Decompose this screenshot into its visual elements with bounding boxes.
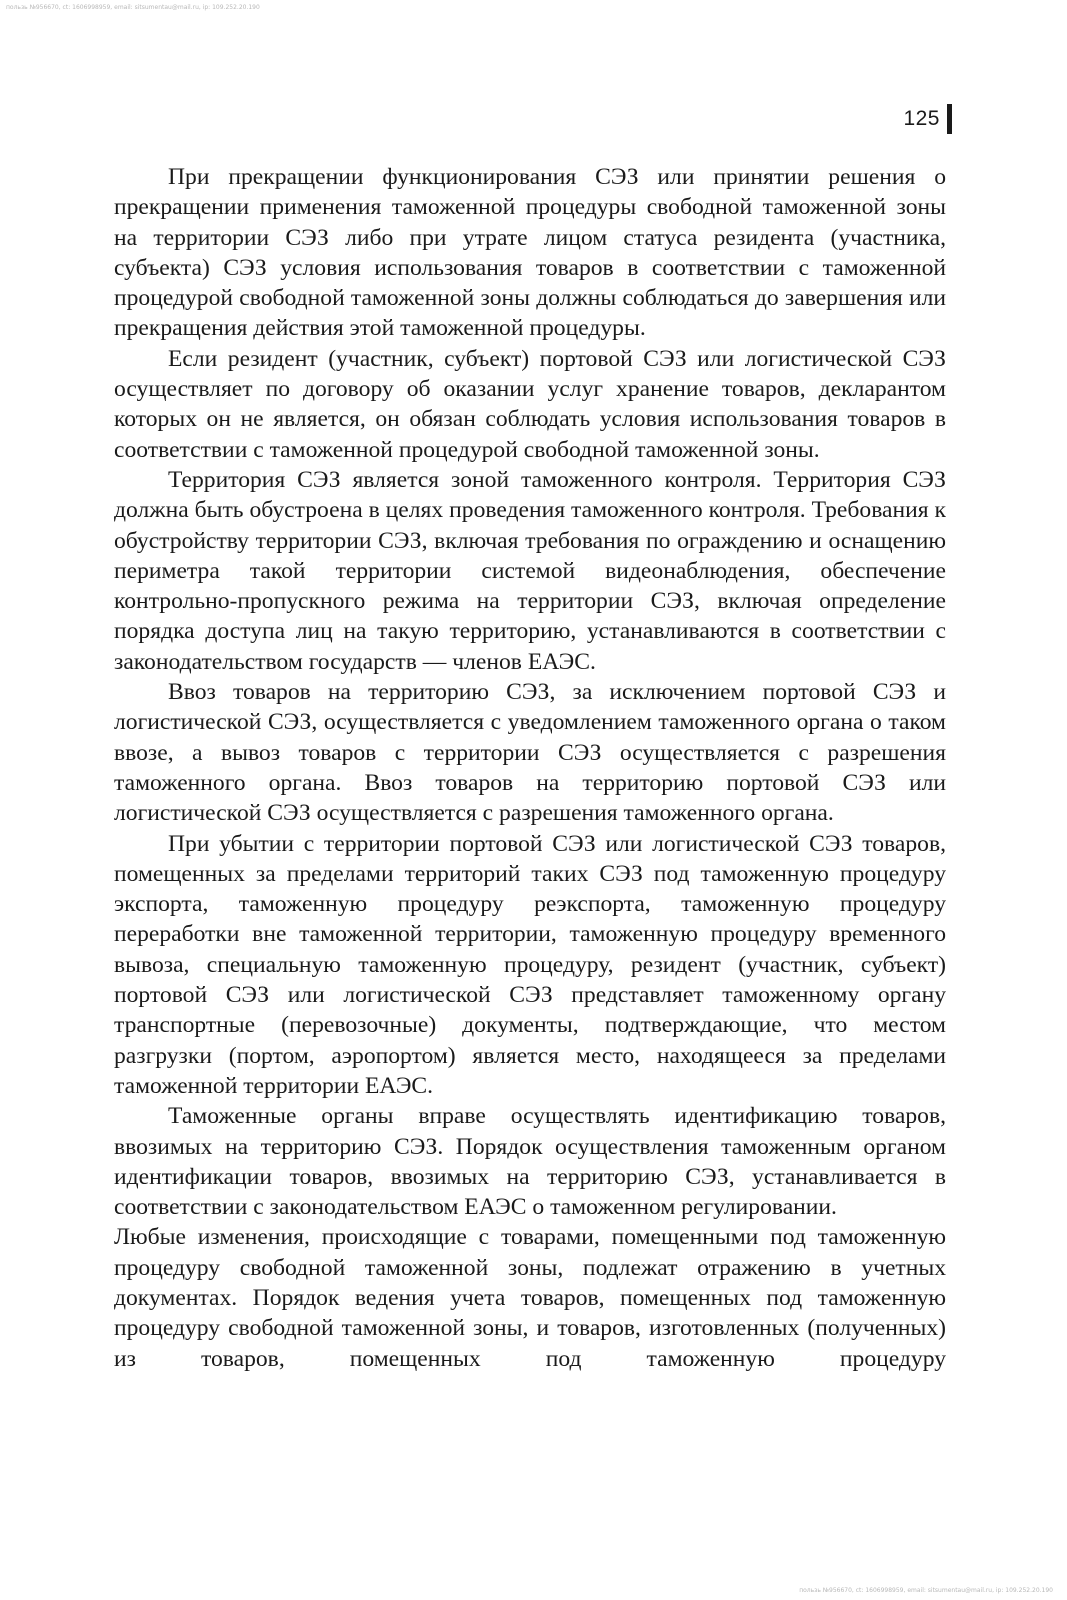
paragraph-2: Если резидент (участник, субъект) портовой СЭЗ или логистической СЭЗ осуществляет по договору об оказании услуг хранение товаров, декларантом которых он не является, он обязан соблюдать условия использования товаров в соответствии с таможенной процедурой свободной таможенной зоны. bbox=[114, 345, 946, 463]
page-number-marker bbox=[903, 104, 952, 134]
paragraph-4: Ввоз товаров на территорию СЭЗ, за исключением портовой СЭЗ и логистической СЭЗ, осуществляется с уведомлением таможенного органа о таком ввозе, а вывоз товаров с территории СЭЗ осуществляется с разрешения таможенного органа. Ввоз товаров на территорию портовой СЭЗ или логистической СЭЗ осуществляется с разрешения таможенного органа. bbox=[114, 679, 946, 827]
paragraph-3: Территория СЭЗ является зоной таможенного контроля. Территория СЭЗ должна быть обустроена в целях проведения таможенного контроля. Требования к обустройству территории СЭЗ, включая требования по ограждению и оснащению периметра такой территории системой видеонаблюдения, обеспечение контрольно-пропускного режима на территории СЭЗ, включая определение порядка доступа лиц на такую территорию, устанавливаются в соответствии с законодательством государств — членов ЕАЭС. bbox=[114, 466, 946, 675]
paragraph-5: При убытии с территории портовой СЭЗ или логистической СЭЗ товаров, помещенных за пределами территорий таких СЭЗ под таможенную процедуру экспорта, таможенную процедуру реэкспорта, таможенную процедуру переработки вне таможенной территории, таможенную процедуру временного вывоза, специальную таможенную процедуру, резидент (участник, субъект) портовой СЭЗ или логистической СЭЗ представляет таможенному органу транспортные (перевозочные) документы, подтверждающие, что местом разгрузки (портом, аэропортом) является место, находящееся за пределами таможенной территории ЕАЭС. bbox=[114, 830, 946, 1099]
paragraph-7: Любые изменения, происходящие с товарами, помещенными под таможенную процедуру свободной таможенной зоны, подлежат отражению в учетных документах. Порядок ведения учета товаров, помещенных под таможенную процедуру свободной таможенной зоны, и товаров, изготовленных (полученных) из товаров, помещенных под таможенную процедуру bbox=[114, 1224, 946, 1372]
page-number-bar bbox=[947, 104, 952, 134]
watermark-top: пользь №956670, сt: 1606998959, email: sitsumentau@mail.ru, ip: 109.252.20.190 bbox=[6, 4, 260, 11]
page-number: 125 bbox=[903, 107, 940, 130]
paragraph-1: При прекращении функционирования СЭЗ или принятии решения о прекращении применения таможенной процедуры свободной таможенной зоны на территории СЭЗ либо при утрате лицом статуса резидента (участника, субъекта) СЭЗ условия использования товаров в соответствии с таможенной процедурой свободной таможенной зоны должны соблюдаться до завершения или прекращения действия этой таможенной процедуры. bbox=[114, 164, 946, 342]
watermark-bottom: пользь №956670, сt: 1606998959, email: sitsumentau@mail.ru, ip: 109.252.20.190 bbox=[799, 1587, 1053, 1594]
paragraph-6: Таможенные органы вправе осуществлять идентификацию товаров, ввозимых на территорию СЭЗ. Порядок осуществления таможенным органом идентификации товаров, ввозимых на территорию СЭЗ, устанавливается в соответствии с законодательством ЕАЭС о таможенном регулировании. bbox=[114, 1103, 946, 1221]
body-text bbox=[114, 162, 946, 1374]
